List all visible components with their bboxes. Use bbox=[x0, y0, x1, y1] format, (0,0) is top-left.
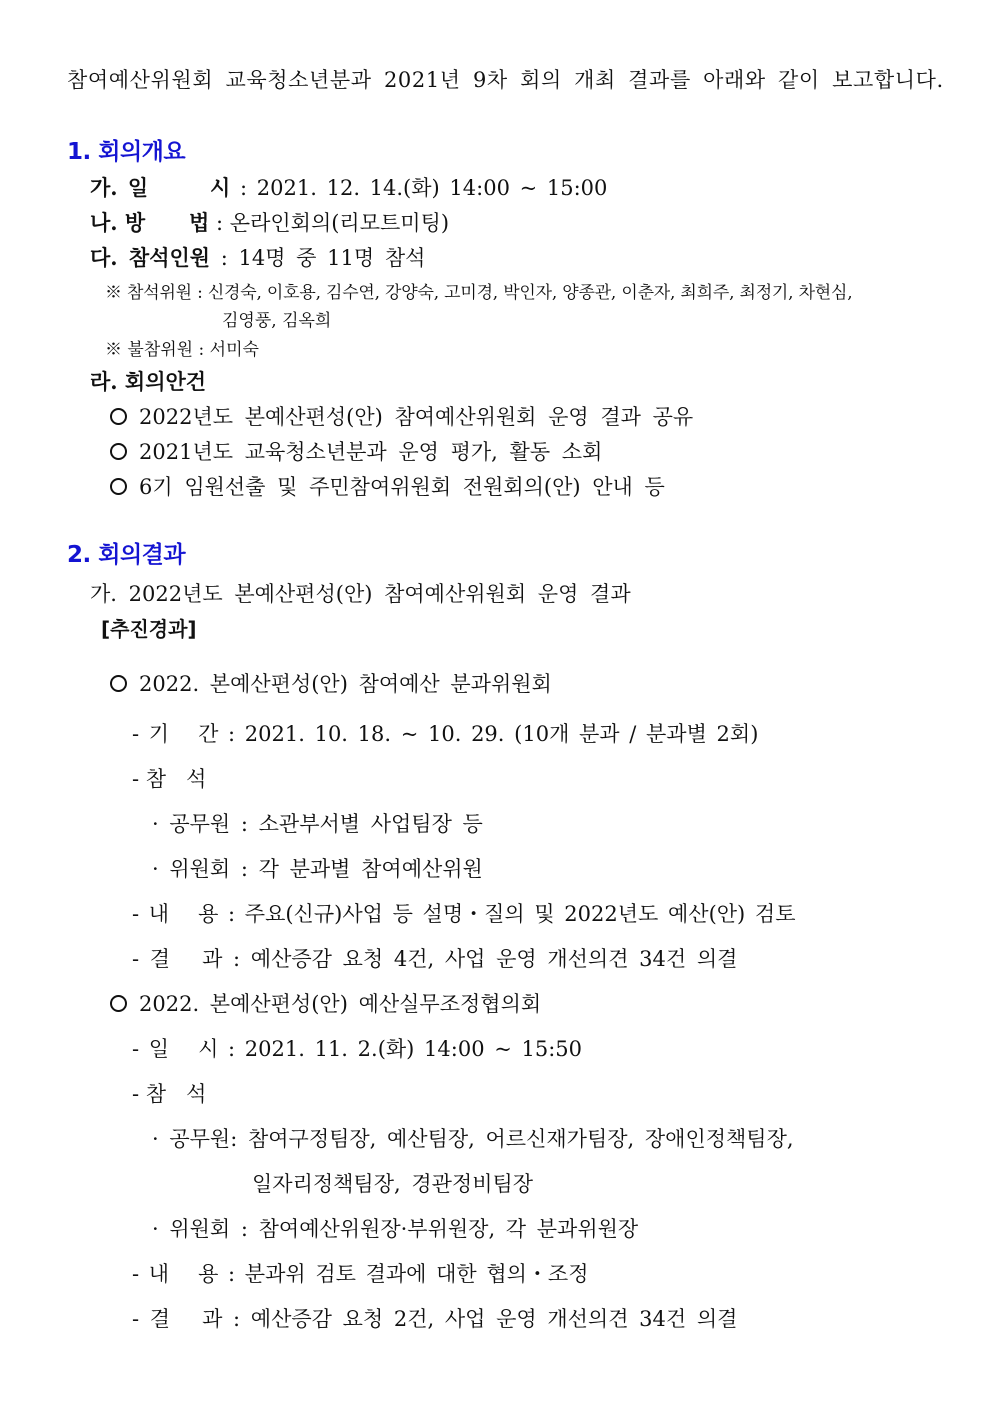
agenda-text: 6기 임원선출 및 주민참여위원회 전원회의(안) 안내 등 bbox=[139, 475, 665, 499]
subheading-a: 가. 2022년도 본예산편성(안) 참여예산위원회 운영 결과 bbox=[90, 582, 631, 606]
item-label: 가. 일 시 bbox=[90, 175, 231, 200]
item-value: 2021. 12. 14.(화) 14:00 ~ 15:00 bbox=[256, 176, 608, 200]
section-heading-overview: 1. 회의개요 bbox=[67, 139, 186, 165]
block1-officials: · 공무원 : 소관부서별 사업팀장 등 bbox=[152, 812, 483, 836]
attendees-label: ※ 참석위원 : bbox=[105, 283, 208, 303]
item-method bbox=[90, 209, 449, 237]
item-value: 온라인회의(리모트미팅) bbox=[229, 211, 450, 235]
block1-attend: - 참 석 bbox=[132, 767, 207, 791]
agenda-item bbox=[110, 403, 693, 431]
block-title-text: 2022. 본예산편성(안) 참여예산 분과위원회 bbox=[139, 672, 552, 696]
absent-list bbox=[105, 338, 259, 362]
progress-label: [추진경과] bbox=[101, 617, 197, 641]
block1-period: - 기 간 : 2021. 10. 18. ~ 10. 29. (10개 분과 / 분과별 2회) bbox=[132, 722, 759, 746]
circle-bullet-icon bbox=[110, 478, 127, 495]
agenda-text: 2022년도 본예산편성(안) 참여예산위원회 운영 결과 공유 bbox=[139, 405, 694, 429]
block1-committee: · 위원회 : 각 분과별 참여예산위원 bbox=[152, 857, 483, 881]
circle-bullet-icon bbox=[110, 408, 127, 425]
separator: : bbox=[230, 176, 257, 200]
item-datetime bbox=[90, 174, 607, 202]
agenda-item bbox=[110, 438, 602, 466]
attendees-line2: 김영풍, 김옥희 bbox=[222, 311, 332, 331]
block2-title bbox=[110, 990, 541, 1018]
block-title-text: 2022. 본예산편성(안) 예산실무조정협의회 bbox=[139, 992, 542, 1016]
block1-title bbox=[110, 670, 552, 698]
separator: : bbox=[210, 246, 239, 270]
item-attendance bbox=[90, 244, 425, 272]
block2-content: - 내 용 : 분과위 검토 결과에 대한 협의・조정 bbox=[132, 1262, 589, 1286]
circle-bullet-icon bbox=[110, 675, 127, 692]
agenda-text: 2021년도 교육청소년분과 운영 평가, 활동 소회 bbox=[139, 440, 603, 464]
block2-datetime: - 일 시 : 2021. 11. 2.(화) 14:00 ~ 15:50 bbox=[132, 1037, 583, 1061]
section-heading-results: 2. 회의결과 bbox=[67, 542, 186, 568]
circle-bullet-icon bbox=[110, 995, 127, 1012]
agenda-item bbox=[110, 473, 665, 501]
block1-result: - 결 과 : 예산증감 요청 4건, 사업 운영 개선의견 34건 의결 bbox=[132, 947, 738, 971]
separator: : bbox=[209, 211, 230, 235]
block2-result: - 결 과 : 예산증감 요청 2건, 사업 운영 개선의견 34건 의결 bbox=[132, 1307, 738, 1331]
block2-officials-line1: · 공무원: 참여구정팀장, 예산팀장, 어르신재가팀장, 장애인정책팀장, bbox=[152, 1127, 794, 1151]
block2-officials-line2: 일자리정책팀장, 경관정비팀장 bbox=[252, 1172, 534, 1196]
item-label: 나. 방 법 bbox=[90, 210, 210, 235]
agenda-label: 라. 회의안건 bbox=[90, 369, 207, 394]
block2-attend: - 참 석 bbox=[132, 1082, 207, 1106]
absent-label: ※ 불참위원 : bbox=[105, 340, 210, 360]
attendees-line1: 신경숙, 이호용, 김수연, 강양숙, 고미경, 박인자, 양종관, 이춘자, 최희주, 최정기, 차현심, bbox=[207, 283, 853, 303]
attendees-list bbox=[105, 281, 852, 305]
intro-text: 참여예산위원회 교육청소년분과 2021년 9차 회의 개최 결과를 아래와 같이 보고합니다. bbox=[67, 68, 944, 92]
item-value: 14명 중 11명 참석 bbox=[238, 246, 426, 270]
block2-committee: · 위원회 : 참여예산위원장·부위원장, 각 분과위원장 bbox=[152, 1217, 639, 1241]
absent-value: 서미숙 bbox=[209, 340, 259, 360]
circle-bullet-icon bbox=[110, 443, 127, 460]
item-label: 다. 참석인원 bbox=[90, 245, 211, 270]
block1-content: - 내 용 : 주요(신규)사업 등 설명・질의 및 2022년도 예산(안) 검토 bbox=[132, 902, 796, 926]
